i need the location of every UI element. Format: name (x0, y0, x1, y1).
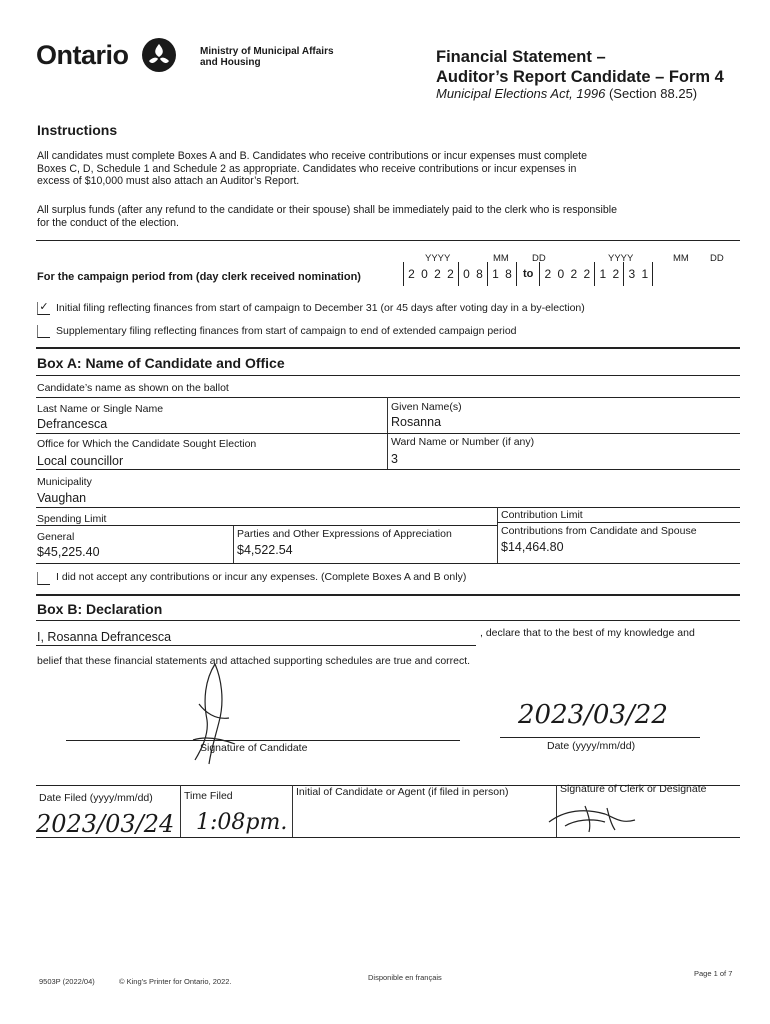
divider (36, 433, 740, 434)
divider (36, 507, 740, 508)
general-limit-value: $45,225.40 (37, 545, 100, 559)
page-number: Page 1 of 7 (694, 969, 733, 978)
last-name-field[interactable]: Defrancesca (37, 417, 108, 431)
supplementary-filing-label: Supplementary filing reflecting finances from start of campaign to end of extended campaign period (56, 325, 517, 337)
form-code: 9503P (2022/04) (39, 977, 95, 986)
signature-label: Signature of Candidate (200, 742, 308, 754)
divider (36, 397, 740, 398)
to-month-digit: 1 (599, 267, 607, 281)
divider (36, 469, 740, 470)
to-month-label: MM (673, 253, 689, 264)
to-day-digit: 1 (641, 267, 649, 281)
contrib-candidate-value: $14,464.80 (501, 540, 564, 554)
divider (36, 240, 740, 241)
declare-text: , declare that to the best of my knowledge and (480, 627, 695, 639)
period-to-label: to (523, 268, 534, 280)
column-divider (233, 525, 234, 563)
initial-filing-checkbox[interactable]: ✓ (37, 302, 50, 315)
copyright: © King’s Printer for Ontario, 2022. (119, 977, 232, 986)
from-day-digit: 1 (492, 267, 499, 281)
ballot-note: Candidate’s name as shown on the ballot (37, 382, 229, 394)
from-year-digit: 2 (447, 267, 454, 281)
to-month-digit: 2 (612, 267, 620, 281)
from-month-digit: 8 (476, 267, 483, 281)
to-year-digit: 2 (583, 267, 591, 281)
given-name-label: Given Name(s) (391, 401, 462, 413)
box-a-top-rule (36, 347, 740, 349)
divider (36, 375, 740, 376)
from-year-digit: 2 (434, 267, 441, 281)
instructions-paragraph-2: All surplus funds (after any refund to the candidate or their spouse) shall be immediately paid to the clerk who is responsible for the conduct of the election. (37, 204, 618, 229)
box-b-top-rule (36, 594, 740, 596)
date-filed-handwritten: 2023/03/24 (36, 810, 175, 838)
from-day-label: DD (532, 253, 546, 264)
initial-agent-label: Initial of Candidate or Agent (if filed in person) (296, 786, 509, 798)
from-month-label: MM (493, 253, 509, 264)
belief-text: belief that these financial statements and attached supporting schedules are true and correct. (37, 655, 471, 667)
divider (497, 522, 740, 523)
ministry-name: Ministry of Municipal Affairs and Housing (200, 46, 334, 68)
instructions-heading: Instructions (37, 122, 118, 138)
form-title: Financial Statement – Auditor’s Report Candidate – Form 4 (436, 48, 724, 86)
to-day-label: DD (710, 253, 724, 264)
time-filed-label: Time Filed (184, 790, 233, 802)
to-year-label: YYYY (608, 253, 634, 264)
divider (36, 525, 497, 526)
ward-label: Ward Name or Number (if any) (391, 436, 535, 448)
from-month-digit: 0 (463, 267, 470, 281)
form-act-reference: Municipal Elections Act, 1996 (Section 88.25) (436, 86, 698, 101)
from-year-digit: 2 (408, 267, 415, 281)
divider (36, 563, 740, 564)
no-contributions-checkbox[interactable] (37, 572, 50, 585)
municipality-label: Municipality (37, 476, 92, 488)
ward-field[interactable]: 3 (391, 452, 398, 466)
french-availability: Disponible en français (368, 973, 442, 982)
spending-limit-label: Spending Limit (37, 513, 107, 525)
given-name-field[interactable]: Rosanna (391, 415, 442, 429)
municipality-field[interactable]: Vaughan (37, 491, 87, 505)
column-divider (292, 785, 293, 837)
from-year-digit: 0 (421, 267, 428, 281)
no-contributions-label: I did not accept any contributions or incur any expenses. (Complete Boxes A and B only) (56, 571, 467, 583)
clerk-signature-label: Signature of Clerk or Designate (560, 783, 707, 795)
from-year-label: YYYY (425, 253, 451, 264)
office-field[interactable]: Local councillor (37, 454, 124, 468)
trillium-logo-icon (141, 37, 177, 73)
contribution-limit-label: Contribution Limit (501, 509, 583, 521)
divider (36, 837, 740, 838)
column-divider (497, 507, 498, 563)
office-label: Office for Which the Candidate Sought Election (37, 438, 257, 450)
box-b-heading: Box B: Declaration (37, 601, 163, 617)
to-year-digit: 0 (557, 267, 565, 281)
from-day-digit: 8 (505, 267, 512, 281)
date-label: Date (yyyy/mm/dd) (547, 740, 636, 752)
instructions-paragraph-1: All candidates must complete Boxes A and B. Candidates who receive contributions or incur expenses must complete Boxes C, D, Schedule 1 and Schedule 2 as appropriate. Candidates who receive contributions or incur expenses in excess of $10,000 must also attach an Auditor’s Report. (37, 150, 587, 187)
date-line (500, 737, 700, 738)
date-filed-label: Date Filed (yyyy/mm/dd) (39, 792, 153, 804)
column-divider (180, 785, 181, 837)
last-name-label: Last Name or Single Name (37, 403, 164, 415)
parties-limit-label: Parties and Other Expressions of Appreciation (237, 528, 452, 540)
initial-filing-label: Initial filing reflecting finances from start of campaign to December 31 (or 45 days after voting day in a by-election) (56, 302, 585, 314)
campaign-period-label: For the campaign period from (day clerk received nomination) (37, 271, 361, 283)
ontario-logo-text: Ontario (36, 40, 129, 70)
general-limit-label: General (37, 531, 75, 543)
box-a-heading: Box A: Name of Candidate and Office (37, 355, 285, 371)
time-filed-handwritten: 1:08pm. (196, 810, 288, 835)
signature-line (66, 740, 460, 741)
campaign-period-field[interactable] (402, 262, 654, 286)
declaration-date-handwritten: 2023/03/22 (518, 700, 668, 730)
divider (36, 620, 740, 621)
supplementary-filing-checkbox[interactable] (37, 325, 50, 338)
contrib-candidate-label: Contributions from Candidate and Spouse (501, 525, 697, 537)
to-day-digit: 3 (628, 267, 636, 281)
clerk-signature-icon (545, 800, 655, 836)
to-year-digit: 2 (544, 267, 552, 281)
parties-limit-value: $4,522.54 (237, 543, 293, 557)
declarant-underline (36, 645, 476, 646)
declarant-name: I, Rosanna Defrancesca (37, 630, 172, 644)
to-year-digit: 2 (570, 267, 578, 281)
